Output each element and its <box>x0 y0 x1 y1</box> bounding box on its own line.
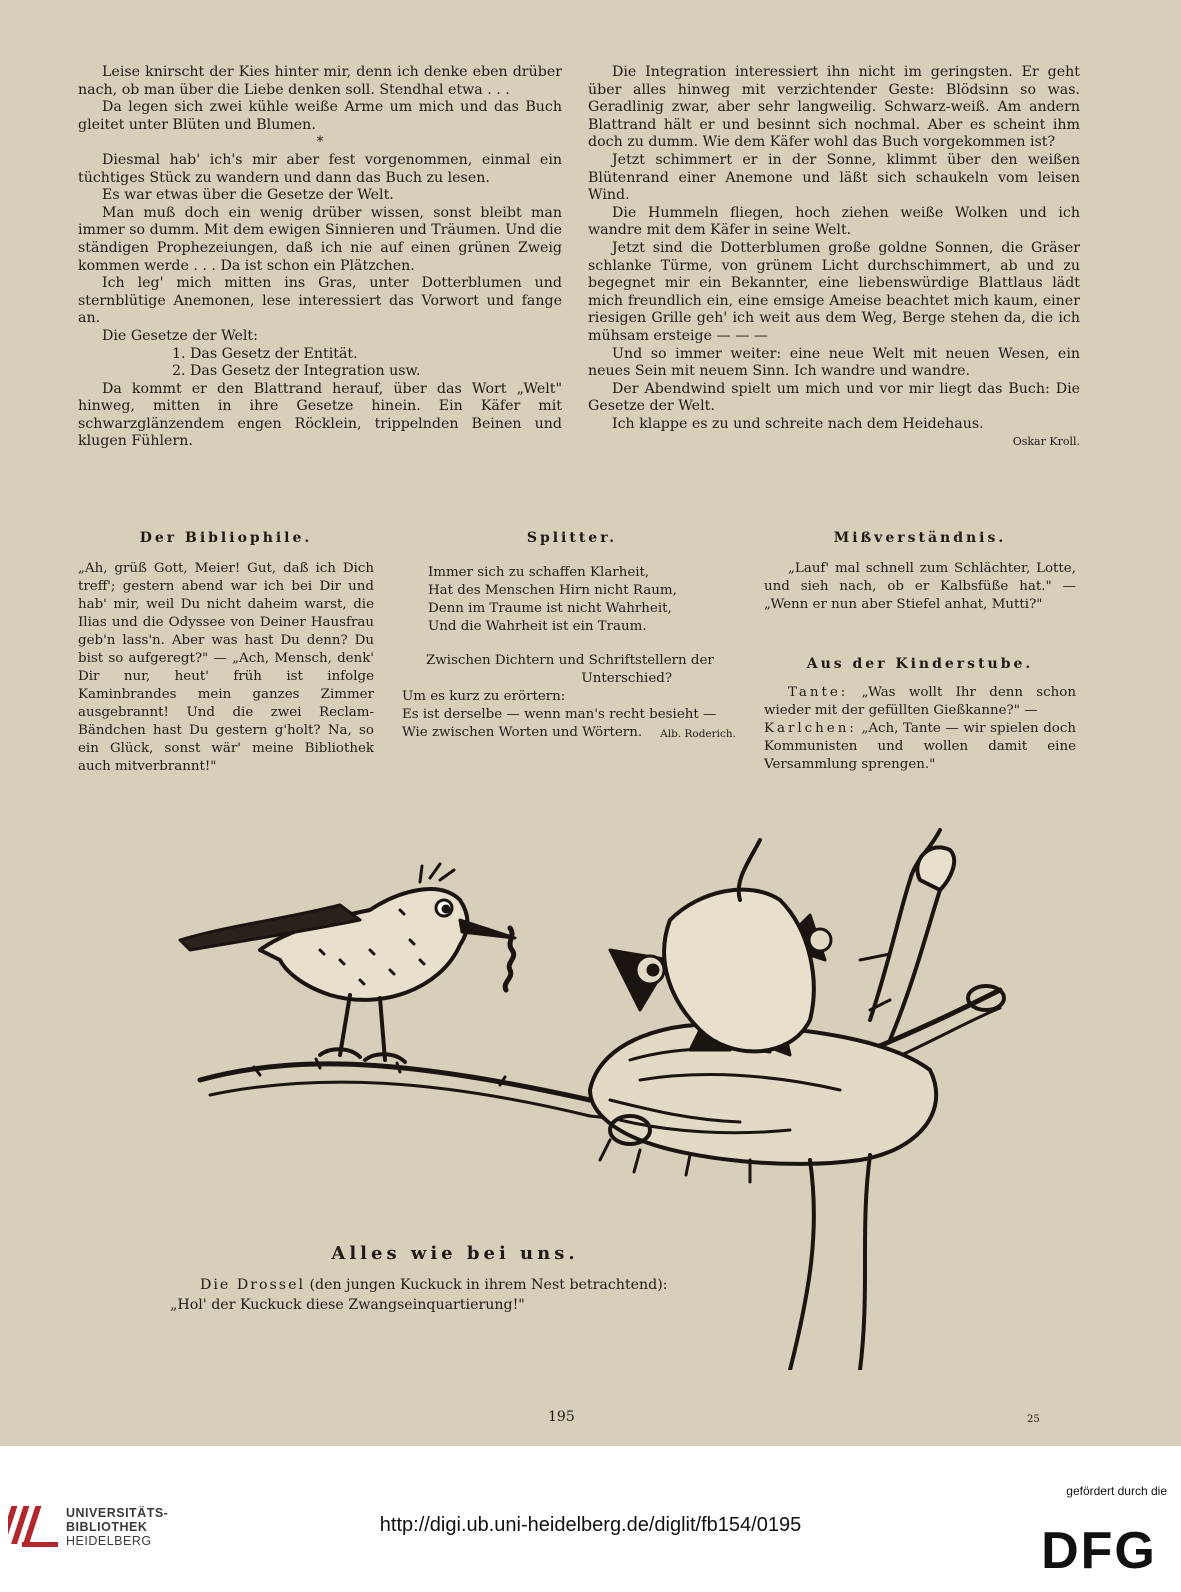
article-paragraph: Und so immer weiter: eine neue Welt mit neuen Wesen, ein neues Sein mit neuem Sinn. Ich wandre und wandre. <box>588 345 1080 380</box>
article-signature: Oskar Kroll. <box>1012 435 1080 449</box>
dfg-logo <box>1033 1516 1165 1580</box>
library-name-line: UNIVERSITÄTS- <box>66 1506 169 1520</box>
article-paragraph: Da legen sich zwei kühle weiße Arme um mich und das Buch gleitet unter Blüten und Blumen. <box>78 99 562 133</box>
article-paragraph: Ich leg' mich mitten ins Gras, unter Dotterblumen und sternblütige Anemonen, lese interessiert das Vorwort und fange an. <box>78 275 562 327</box>
funded-by-label: gefördert durch die <box>1066 1484 1167 1498</box>
kinderstube-text <box>764 684 1076 774</box>
kinderstube-line: „Ach, Tante — wir spielen doch Kommunisten und wollen damit eine Versammlung sprengen." <box>764 721 1076 772</box>
bibliophile-text: „Ah, grüß Gott, Meier! Gut, daß ich Dich treff'; gestern abend war ich bei Dir und hab' mir, weil Du nicht daheim warst, die Ilias und die Odyssee von Deiner Hausfrau geb'n lass'n. Aber was hast Du denn? Du bist so aufgeregt?" — „Ach, Mensch, denk' Dir nur, heut' früh ist infolge Kaminbrandes mein ganzes Zimmer ausgebrannt! Und die zwei Reclam-Bändchen hast Du gestern g'holt? Na, so ein Glück, sonst wär' meine Bibliothek auch mitverbrannt!" <box>78 561 374 774</box>
article-left-column <box>78 64 562 451</box>
library-name-line: BIBLIOTHEK <box>66 1520 148 1534</box>
splitter-verse-one <box>402 564 742 636</box>
splitter-signature: Alb. Roderich. <box>660 728 736 740</box>
cartoon-stage-direction: (den jungen Kuckuck in ihrem Nest betrachtend): <box>305 1277 668 1293</box>
bibliophile-section <box>78 530 374 776</box>
kinderstube-title: Aus der Kinderstube. <box>806 656 1034 672</box>
article-paragraph: Diesmal hab' ich's mir aber fest vorgenommen, einmal ein tüchtiges Stück zu wandern und dann das Buch zu lesen. <box>78 151 562 186</box>
article-paragraph: Die Gesetze der Welt: <box>102 327 258 344</box>
splitter-title: Splitter. <box>526 530 618 546</box>
kinderstube-line: „Was wollt Ihr denn schon wieder mit der gefüllten Gießkanne?" — <box>764 685 1076 718</box>
article-paragraph: Man muß doch ein wenig drüber wissen, sonst bleibt man immer so dumm. Mit dem ewigen Sinnieren und Träumen. Und die ständigen Prophezeiungen, daß ich nie auf einen grünen Zweig kommen werde . . . Da ist schon ein Plätzchen. <box>78 204 562 274</box>
footer-bar <box>0 1446 1181 1592</box>
missverstaendnis-text: „Lauf' mal schnell zum Schlächter, Lotte, und sieh nach, ob er Kalbsfüße hat." — „Wenn er nun aber Stiefel anhat, Mutti?" <box>764 561 1076 612</box>
article-paragraph: Ich klappe es zu und schreite nach dem Heidehaus. <box>612 415 984 432</box>
verse-line: Hat des Menschen Hirn nicht Raum, <box>428 583 677 598</box>
sheet-number: 25 <box>1027 1414 1040 1425</box>
cartoon-caption <box>170 1275 690 1315</box>
kinderstube-speaker-karlchen: Karlchen: <box>764 721 857 736</box>
verse-line: Immer sich zu schaffen Klarheit, <box>428 565 650 580</box>
verse-line: Zwischen Dichtern und Schriftstellern der <box>426 653 714 668</box>
missverstaendnis-title: Mißverständnis. <box>833 530 1007 546</box>
kinderstube-speaker-tante: Tante: <box>788 685 849 700</box>
article-paragraph: Der Abendwind spielt um mich und vor mir liegt das Buch: Die Gesetze der Welt. <box>588 380 1080 415</box>
splitter-section <box>402 530 742 740</box>
section-divider-asterisk: * <box>316 134 324 151</box>
article-paragraph: Jetzt sind die Dotterblumen große goldne Sonnen, die Gräser schlanke Türme, von grünem Licht durchschimmert, ab und zu begegnet mir ein Bekannter, eine liebenswürdige Blattlaus lädt mich freundlich ein, eine emsige Ameise beachtet mich kaum, einer riesigen Grille geh' ich weit aus dem Weg, Berge stehen da, die ich mühsam ersteige — — — <box>588 239 1080 344</box>
article-paragraph: Es war etwas über die Gesetze der Welt. <box>102 187 394 204</box>
page-number: 195 <box>548 1409 575 1425</box>
article-paragraph: Die Integration interessiert ihn nicht im geringsten. Er geht über alles hinweg mit verzichtender Geste: Blödsinn so was. Geradlinig zwar, aber sehr langweilig. Schwarz-weiß. Am andern Blattrand hält er und besinnt sich nochmal. Aber es scheint ihm doch zu dumm. Wie dem Käfer wohl das Buch vorgekommen ist? <box>588 64 1080 151</box>
cartoon-quote: „Hol' der Kuckuck diese Zwangseinquartierung!" <box>170 1297 525 1313</box>
article-list-item: 2. Das Gesetz der Integration usw. <box>172 363 421 380</box>
kinderstube-section <box>764 656 1076 774</box>
source-url-link[interactable]: http://digi.ub.uni-heidelberg.de/diglit/fb154/0195 <box>379 1514 802 1536</box>
article-right-column <box>588 64 1080 451</box>
verse-line: Denn im Traume ist nicht Wahrheit, <box>428 601 672 616</box>
article-paragraph: Jetzt schimmert er in der Sonne, klimmt über den weißen Blütenrand einer Anemone und läßt sich schaukeln vom leisen Wind. <box>588 151 1080 204</box>
verse-line: Und die Wahrheit ist ein Traum. <box>428 619 647 634</box>
library-name-line: HEIDELBERG <box>66 1534 152 1548</box>
verse-line: Wie zwischen Worten und Wörtern. <box>402 725 643 740</box>
verse-line: Unterschied? <box>581 671 672 686</box>
article-list-item: 1. Das Gesetz der Entität. <box>172 345 358 362</box>
cartoon-title: Alles wie bei uns. <box>331 1243 579 1264</box>
article-paragraph: Die Hummeln fliegen, hoch ziehen weiße Wolken und ich wandre mit dem Käfer in seine Welt. <box>588 204 1080 239</box>
article-paragraph: Leise knirscht der Kies hinter mir, denn ich denke eben drüber nach, ob man über die Liebe denken soll. Stendhal etwa . . . <box>78 64 562 98</box>
verse-line: Um es kurz zu erörtern: <box>402 689 566 704</box>
verse-line: Es ist derselbe — wenn man's recht besieht — <box>402 707 717 722</box>
article-paragraph: Da kommt er den Blattrand herauf, über das Wort „Welt" hinweg, mitten in ihre Gesetze hinein. Ein Käfer mit schwarzglänzendem engen Röcklein, trippelnden Beinen und klugen Fühlern. <box>78 380 562 450</box>
dfg-logo-text: DFG <box>1041 1522 1157 1580</box>
missverstaendnis-section <box>764 530 1076 614</box>
bibliophile-title: Der Bibliophile. <box>139 530 313 546</box>
cartoon-speaker: Die Drossel <box>200 1277 306 1293</box>
splitter-question <box>402 652 742 688</box>
